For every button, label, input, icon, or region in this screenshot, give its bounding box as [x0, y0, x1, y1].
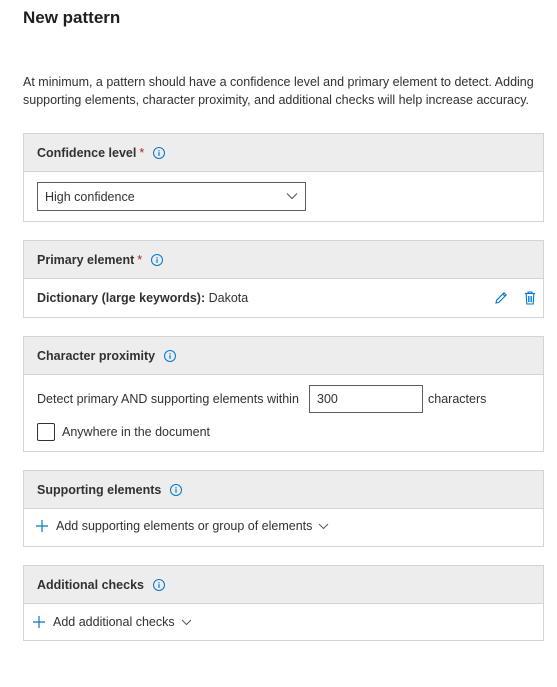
- chevron-down-icon: [318, 523, 329, 530]
- chevron-down-icon: [286, 192, 298, 200]
- required-mark: *: [139, 145, 145, 160]
- confidence-level-selected: High confidence: [45, 189, 135, 204]
- add-supporting-elements-button[interactable]: [35, 519, 336, 533]
- info-icon[interactable]: [170, 484, 182, 496]
- required-mark: *: [137, 252, 143, 267]
- primary-element-row: [37, 291, 248, 305]
- primary-element-value: Dakota: [208, 291, 249, 305]
- intro-text: At minimum, a pattern should have a confidence level and primary element to detect. Adding supporting elements, character proximity, and additional checks will help increase accuracy.: [23, 75, 534, 107]
- additional-checks-label: Additional checks: [37, 577, 144, 592]
- chevron-down-icon: [181, 619, 192, 626]
- plus-icon: [35, 519, 49, 533]
- additional-checks-header: [24, 566, 543, 604]
- supporting-elements-header: [24, 471, 543, 509]
- add-additional-checks-label: Add additional checks: [53, 615, 175, 629]
- primary-element-label: Primary element: [37, 252, 135, 267]
- primary-element-type: Dictionary (large keywords):: [37, 291, 206, 305]
- proximity-characters-input[interactable]: [309, 385, 423, 413]
- anywhere-in-document-checkbox[interactable]: [37, 423, 55, 441]
- confidence-level-label: Confidence level: [37, 145, 137, 160]
- info-icon[interactable]: [153, 147, 165, 159]
- info-icon[interactable]: [164, 350, 176, 362]
- detect-within-text: Detect primary AND supporting elements within: [37, 392, 299, 406]
- confidence-level-header: [24, 134, 543, 172]
- info-icon[interactable]: [153, 579, 165, 591]
- delete-icon[interactable]: [522, 290, 538, 306]
- additional-checks-section: [23, 565, 544, 641]
- confidence-level-section: [23, 133, 544, 222]
- primary-element-section: [23, 240, 544, 318]
- add-additional-checks-button[interactable]: [32, 615, 199, 629]
- add-supporting-elements-label: Add supporting elements or group of elements: [56, 519, 313, 533]
- anywhere-in-document-label: Anywhere in the document: [62, 425, 211, 439]
- character-proximity-label: Character proximity: [37, 348, 156, 363]
- page-title: New pattern: [23, 8, 121, 27]
- plus-icon: [32, 615, 46, 629]
- characters-unit-label: characters: [428, 392, 487, 406]
- character-proximity-section: [23, 336, 544, 452]
- confidence-level-dropdown[interactable]: [37, 182, 306, 211]
- character-proximity-header: [24, 337, 543, 375]
- edit-icon[interactable]: [493, 290, 509, 306]
- supporting-elements-section: [23, 470, 544, 547]
- info-icon[interactable]: [151, 254, 163, 266]
- primary-element-header: [24, 241, 543, 279]
- supporting-elements-label: Supporting elements: [37, 482, 162, 497]
